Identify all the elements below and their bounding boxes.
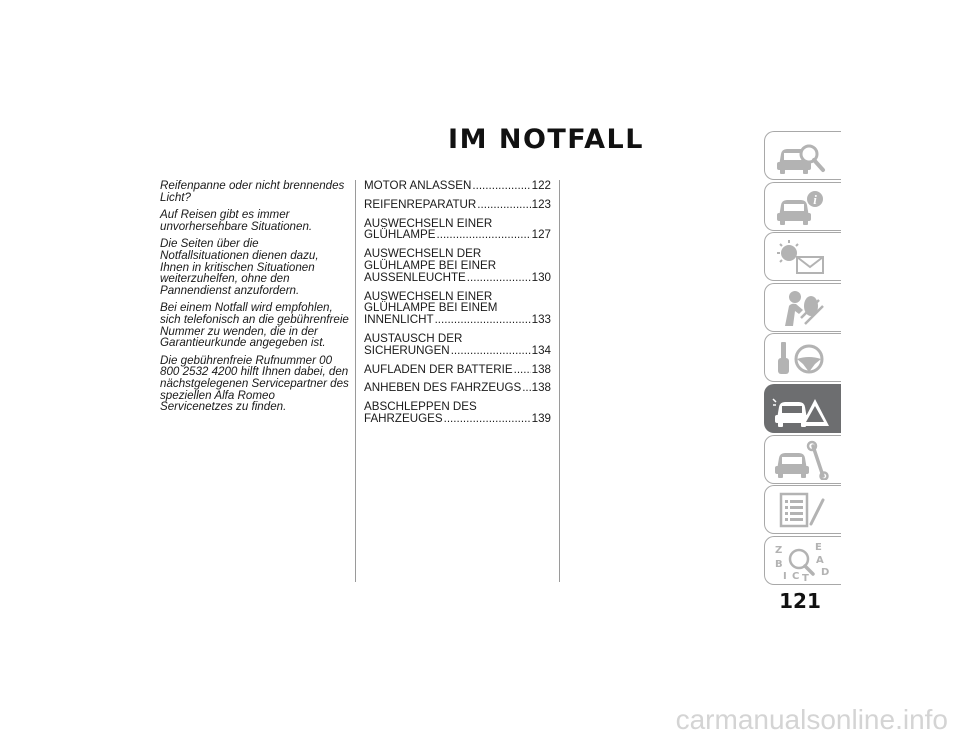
toc-leader-dots — [435, 314, 531, 326]
page-number: 121 — [779, 589, 821, 613]
tab-light-message[interactable] — [764, 232, 841, 281]
toc-entry-label: AUSWECHSELN EINER — [364, 289, 493, 303]
toc-page-number: 138 — [531, 381, 551, 395]
toc-leader-dots — [444, 413, 531, 425]
toc-entry-label: INNENLICHT — [364, 313, 434, 327]
toc-leader-dots — [514, 364, 531, 376]
toc-entry[interactable] — [364, 401, 551, 425]
tab-alphabet-index[interactable] — [764, 536, 841, 585]
toc-entry[interactable] — [364, 291, 551, 326]
airbag-person-icon — [771, 288, 833, 328]
toc-entry[interactable] — [364, 333, 551, 357]
toc-entry-label: SICHERUNGEN — [364, 343, 450, 357]
toc-leader-dots — [472, 180, 530, 192]
toc-leader-dots — [451, 345, 531, 357]
section-tabs — [764, 131, 841, 586]
index-letter: D — [821, 566, 830, 578]
intro-text — [160, 180, 350, 419]
svg-text:i: i — [813, 191, 817, 207]
toc-entry-label: GLÜHLAMPE BEI EINER — [364, 258, 497, 272]
toc-entry-label: AUSSENLEUCHTE — [364, 270, 466, 284]
toc-entry[interactable] — [364, 364, 551, 376]
toc-entry[interactable] — [364, 248, 551, 283]
tab-key-steering-wheel[interactable] — [764, 333, 841, 382]
car-wrench-icon — [771, 440, 833, 480]
index-letter: T — [802, 572, 809, 581]
intro-paragraph: Die gebührenfreie Rufnummer 00 800 2532 4200 hilft Ihnen dabei, den nächstgelegenen Servicepartner des speziellen Alfa Romeo Servicenetzes zu finden. — [160, 353, 349, 414]
index-letter: A — [816, 554, 824, 566]
alphabet-index-icon — [771, 541, 833, 581]
toc-page-number: 122 — [531, 179, 551, 192]
intro-paragraph: Bei einem Notfall wird empfohlen, sich telefonisch an die gebührenfreie Nummer zu wenden, die in der Garantieurkunde angegeben ist. — [160, 301, 349, 350]
toc-entry-label: FAHRZEUGES — [364, 411, 443, 425]
toc-entry-label: REIFENREPARATUR — [364, 197, 477, 211]
toc-page-number: 138 — [531, 362, 551, 376]
toc-entry-label: ABSCHLEPPEN DES — [364, 400, 477, 414]
car-magnifier-icon — [771, 136, 833, 176]
toc-entry-label: AUSWECHSELN DER — [364, 247, 482, 261]
toc-entry-label: AUSWECHSELN EINER — [364, 216, 493, 230]
index-letter: B — [775, 558, 783, 570]
tab-airbag-person[interactable] — [764, 283, 841, 332]
toc-entry[interactable] — [364, 199, 551, 211]
index-letter: I — [783, 570, 787, 581]
index-letter: Z — [775, 544, 783, 556]
index-letter: E — [815, 541, 822, 553]
tab-car-magnifier[interactable] — [764, 131, 841, 180]
car-warning-triangle-icon — [771, 389, 833, 429]
intro-paragraph: Die Seiten über die Notfallsituationen dienen dazu, Ihnen in kritischen Situationen weiterzuhelfen, ohne den Pannendienst anzufordern. — [160, 237, 319, 297]
tab-car-info[interactable] — [764, 182, 841, 231]
watermark: carmanualsonline.info — [675, 704, 948, 735]
toc-page-number: 134 — [531, 343, 551, 357]
toc-leader-dots — [477, 199, 530, 211]
tab-car-wrench[interactable] — [764, 435, 841, 484]
tab-car-warning-triangle[interactable] — [764, 384, 841, 433]
car-info-icon — [771, 187, 833, 227]
index-letter: C — [792, 570, 800, 581]
toc-entry-label: GLÜHLAMPE BEI EINEM — [364, 301, 498, 315]
tab-list-document[interactable] — [764, 485, 841, 534]
toc-page-number: 130 — [531, 270, 551, 284]
column-divider-left — [355, 180, 356, 582]
column-divider-right — [559, 180, 560, 582]
intro-paragraph: Reifenpanne oder nicht brennendes Licht? — [160, 179, 345, 204]
page-title: IM NOTFALL — [448, 124, 644, 155]
toc-entry[interactable] — [364, 218, 551, 242]
light-message-icon — [771, 237, 833, 277]
key-steering-wheel-icon — [771, 338, 833, 378]
table-of-contents — [364, 180, 551, 432]
intro-paragraph: Auf Reisen gibt es immer unvorhersehbare Situationen. — [160, 208, 313, 233]
toc-leader-dots — [522, 382, 530, 394]
list-document-icon — [771, 490, 833, 530]
toc-entry[interactable] — [364, 382, 551, 394]
toc-page-number: 139 — [531, 411, 551, 425]
toc-entry-label: GLÜHLAMPE — [364, 228, 436, 242]
toc-leader-dots — [437, 229, 531, 241]
toc-entry-label: AUFLADEN DER BATTERIE — [364, 362, 513, 376]
toc-page-number: 123 — [531, 197, 551, 211]
toc-entry-label: ANHEBEN DES FAHRZEUGS — [364, 381, 522, 395]
toc-leader-dots — [467, 272, 531, 284]
toc-entry[interactable] — [364, 180, 551, 192]
toc-entry-label: AUSTAUSCH DER — [364, 331, 463, 345]
toc-page-number: 133 — [531, 313, 551, 327]
toc-page-number: 127 — [531, 228, 551, 242]
toc-entry-label: MOTOR ANLASSEN — [364, 179, 472, 192]
